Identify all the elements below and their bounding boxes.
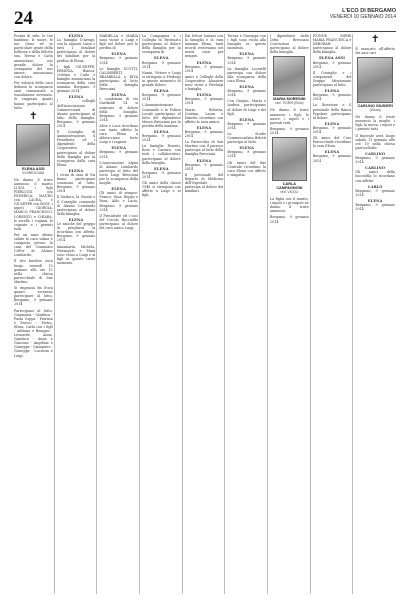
portrait-block: [355, 57, 395, 112]
notice-text: Bergamo, 9 gennaio 2014: [355, 156, 395, 165]
portrait-photo: [16, 124, 50, 166]
obituary-column: [57, 34, 98, 594]
notice-text: È mancato all'affetto dei suoi cari: [355, 47, 395, 56]
notice-text: Lo Studio Commercialista Belotti partecipa al lutto.: [227, 131, 267, 145]
notice-text: Ne danno il triste annuncio la moglie, i figli, la nuora, i nipoti e i parenti tutti.: [355, 115, 395, 132]
deceased-name: ELENA: [111, 52, 126, 57]
obituary-column: [142, 34, 183, 594]
notice-text: MARIELLA e MARIA sono vicine a Luigi e figli nel dolore per la perdita di: [99, 34, 139, 51]
obituary-notice: [57, 245, 96, 265]
deceased-name: ELENA ASSI: [319, 56, 345, 61]
obituary-notice: [142, 167, 181, 179]
deceased-name: ELENA: [196, 93, 212, 98]
obituary-notice: [185, 75, 224, 91]
notice-text: Ne danno il triste annuncio i figli, le nuore, i nipoti e i parenti tutti.: [270, 108, 309, 125]
portrait-name: ELENA ASSI: [22, 166, 45, 171]
notice-text: La Compagnia e i Colleghi di Patronato partecipano al dolore della famiglia per la scomparsa di: [142, 34, 181, 55]
obituary-notice: [57, 65, 96, 94]
obituary-notice: [227, 67, 266, 83]
notice-text: Teresa e Giuseppe con i figli sono vicini alla famiglia in questo momento.: [227, 34, 267, 51]
notice-text: Bergamo, 9 gennaio 2014: [99, 150, 139, 159]
obituary-notice: [185, 159, 224, 171]
portrait-subtitle: IN BRESCIANI: [22, 170, 45, 175]
obituary-notice: [227, 118, 266, 130]
notice-text: Alice e Luca ricordano con tanto affetto la cara Elena e abbracciano forte Luigi e i ragazzi.: [99, 123, 139, 145]
deceased-name: CARLINO: [365, 166, 386, 171]
obituary-notice: [227, 52, 266, 64]
obituary-notice: [313, 103, 352, 119]
obituary-notice: [185, 126, 224, 138]
deceased-name: ELENA: [196, 125, 212, 130]
portrait-block: [270, 137, 309, 194]
obituary-notice: [99, 161, 138, 186]
obituary-notice: [99, 187, 138, 212]
notice-text: La famiglia Locatelli partecipa con dolore alla scomparsa della cara Elena.: [227, 66, 267, 83]
obituary-notice: [14, 259, 53, 284]
obituary-notice: [185, 93, 224, 105]
deceased-name: ELENA: [324, 150, 340, 155]
deceased-name: ELENA: [239, 52, 254, 57]
obituary-notice: [99, 146, 138, 158]
deceased-name: ELENA: [111, 187, 126, 192]
deceased-name: ELENA: [68, 168, 84, 173]
notice-text: Le famiglie SCOTTI, GALIMBERTI, BRAMBILLA e RIVA partecipano al lutto della famiglia Bresciani.: [99, 66, 139, 92]
obituary-notice: [142, 89, 181, 101]
paper-name: L'ECO DI BERGAMO: [342, 8, 396, 14]
obituary-column: [313, 34, 354, 594]
notice-text: Il personale del Reparto di Medicina dell'Ospedale partecipa al dolore dei familiari.: [184, 172, 224, 194]
portrait-name: MARIA MORESINI: [273, 97, 306, 102]
obituary-notice: [355, 199, 395, 211]
obituary-notice: [99, 34, 138, 50]
obituary-notice: [142, 34, 181, 54]
notice-text: I vicini di casa di Via Roma partecipano commossi al lutto. Bergamo, 9 gennaio 2014: [56, 173, 96, 194]
notice-text: Bergamo, 9 gennaio 2014: [184, 97, 224, 106]
obituary-notice: [313, 136, 352, 148]
obituary-notice: [57, 34, 96, 63]
obituary-notice: [227, 132, 266, 144]
notice-text: Bergamo, 9 gennaio 2014: [312, 93, 352, 102]
notice-text: La Parrocchia di San Martino con il parroco partecipa al lutto della famiglia Bresciani.: [184, 140, 224, 157]
obituary-notice: [99, 67, 138, 92]
obituary-notice: [142, 103, 181, 128]
obituary-column: [185, 34, 226, 594]
notice-text: Bergamo, 9 gennaio 2014: [312, 125, 352, 134]
obituary-column: [270, 34, 311, 594]
obituary-notice: [313, 122, 352, 134]
deceased-name: ELENA: [239, 117, 254, 122]
obituary-notice: [185, 173, 224, 193]
obituary-notice: [355, 47, 395, 55]
obituary-notice: [227, 146, 266, 158]
deceased-name: ELENA: [68, 34, 84, 38]
deceased-name: ELENA: [111, 146, 126, 151]
deceased-name: ELENA: [196, 158, 212, 163]
portrait-photo: [273, 56, 305, 96]
obituary-notice: [313, 56, 352, 68]
notice-text: Maria, Roberta, Cristina, Laura e Daniela ricordano con affetto la cara amica.: [184, 107, 224, 124]
obituary-notice: [142, 181, 181, 197]
obituary-notice: [57, 95, 96, 128]
obituary-notice: [313, 150, 352, 162]
obituary-notice: [270, 215, 309, 223]
obituary-notice: [99, 52, 138, 64]
notice-text: Bergamo, 9 gennaio 2014: [184, 162, 224, 171]
cross-icon: ✝: [29, 110, 38, 122]
notice-text: I figli GIUSEPPE, ERMINIA, Bianca, Cristina e Carlo e famiglie annunciano la scomparsa della cara mamma. Bergamo, 9 gennaio 2014: [56, 64, 96, 94]
obituary-notice: [313, 89, 352, 101]
notice-text: Il Sindaco, la Giunta e il Consiglio comunale di Alzano Lombardo partecipano al dolore della famiglia.: [56, 195, 96, 216]
notice-text: L'Amministrazione Comunale e la Polizia Locale partecipano al lutto del dipendente Mauro Bresciani per la perdita della mamma.: [142, 103, 181, 128]
deceased-name: ELENA: [239, 85, 254, 90]
notice-text: Pronta di stile, le tue bambine, le nuore, le tue Giusi ed in particolare gente della bellezza e della felicità sua. Teresa e Carla annunciano con grande dolore la scomparsa del suo amore, annunciano con dolore.: [14, 34, 53, 79]
notice-text: Gli amici della classe 1948 si stringono con affetto a Luigi e ai figli.: [142, 181, 181, 198]
portrait-block: [270, 56, 309, 105]
portrait-photo: [357, 57, 393, 103]
notice-text: Bergamo, 9 gennaio 2014: [270, 126, 309, 135]
notice-text: Il funerale avrà luogo sabato 11 gennaio alle ore 10 nella chiesa parrocchiale.: [355, 133, 395, 150]
notice-text: Bergamo, 9 gennaio 2014: [142, 134, 181, 143]
obituary-notice: [355, 115, 395, 131]
obituary-column: [355, 34, 396, 594]
paper-date: VENERDÌ 10 GENNAIO 2014: [329, 14, 396, 20]
deceased-name: ELENA: [68, 95, 84, 100]
notice-text: Bergamo, 9 gennaio 2014: [184, 129, 224, 139]
deceased-name: ELENA: [239, 146, 254, 151]
obituary-notice: [142, 71, 181, 87]
obituary-notice: [227, 99, 266, 115]
obituary-notice: [14, 233, 53, 258]
notice-text: Ne danno il triste annuncio il marito LUIGI, i figli PIERLUIGI con FEDERICA, MAURO con LAURA, e GIUSEPPE con ROSY, i nipoti GIORGIA, MARCO, FRANCESCO, LORENZO e CHIARA, le sorelle, i cognati, le cognate e i parenti tutti.: [14, 177, 53, 231]
notice-text: La Direzione e il personale della Banca Popolare partecipano al dolore.: [312, 103, 352, 120]
masthead: [330, 8, 396, 20]
notice-text: Bergamo, 9 gennaio 2014: [142, 93, 181, 102]
portrait-name: CARLINO GIUDIERI: [357, 104, 393, 109]
obituary-notice: [14, 286, 53, 306]
deceased-name: ELENA: [324, 121, 340, 126]
notice-text: Bergamo, 9 gennaio 2014: [270, 215, 309, 224]
obituary-notice: [355, 134, 395, 150]
obituary-notice: [227, 85, 266, 97]
obituary-notice: [227, 34, 266, 50]
obituary-notice: [142, 130, 181, 142]
portrait-subtitle: (Giuan): [369, 108, 381, 113]
notice-text: Il Presidente ed i soci del Circolo Bocciofilo partecipano al dolore del caro amico Luigi.: [99, 213, 139, 231]
notice-text: Le famiglie Pesenti, Rota e Carrara, con tutti i collaboratori, partecipano al dolore della famiglia.: [142, 144, 181, 165]
obituary-column: [227, 34, 268, 594]
notice-text: Gli amici della bocciofila lo ricordano con affetto.: [355, 170, 395, 183]
obituary-notice: [185, 108, 224, 124]
obituary-notice: [270, 108, 309, 124]
notice-text: Per un sano ultimo saluto la cara salma è composta presso la casa del Commiato CitFor di Alzano Lombardo.: [14, 232, 53, 258]
notice-text: IVONNE MIRRI MARIA FRANCESCA e DEBORAH partecipano al dolore della famiglia.: [312, 34, 352, 55]
portrait-block: [14, 124, 53, 175]
obituary-notice: [14, 34, 53, 79]
notice-text: Il rito funebre avrà luogo venerdì 10 gennaio alle ore 15 nella chiesa parrocchiale di San Martino.: [14, 259, 53, 284]
deceased-name: ELENA: [154, 89, 169, 94]
deceased-name: ELENA: [154, 56, 169, 61]
notice-text: La figlia con il marito, i nipoti e i pronipoti ne danno il triste annuncio.: [270, 197, 309, 214]
page-header: [14, 8, 396, 30]
obituary-notice: [355, 166, 395, 182]
notice-text: Bergamo, 9 gennaio 2014: [142, 60, 181, 69]
notice-text: Si ringrazia fin d'ora quanti vorranno partecipare al lutto. Bergamo, 9 gennaio 2014: [14, 286, 53, 307]
notice-text: Amici e Colleghi della Cooperativa Alzanese sono vicini a Pierluigi e famiglia.: [184, 74, 224, 92]
notice-text: Partecipano al lutto: Gianmaria - Gianluca - Paola Coppa - Patrizia e Enrico - Pietro, Elena, Carla con i figli - Adriana e Benigno - Leonardo, Anna, Gianluca - Anna e Giacomo - Angelina e Giuseppe - Giampiero - Giuseppe - Lucrezia e Luigi.: [14, 308, 53, 358]
notice-text: L'Associazione Alpini di Alzano Lombardo partecipa al lutto del socio Luigi Bresciani per la scomparsa della moglie.: [99, 160, 139, 186]
notice-text: Gli amici del Coro Parrocchiale ricordano la cara Elena.: [312, 136, 352, 149]
notice-text: Bergamo, 9 gennaio 2014: [142, 170, 181, 179]
notice-text: Bergamo, 9 gennaio 2014: [227, 150, 267, 159]
notice-text: Gli amici di sempre: Franco, Gina, Beppe e Rosa, Aldo e Lucia. Bergamo, 9 gennaio 2014: [99, 191, 139, 212]
deceased-name: ELENA: [324, 89, 340, 94]
deceased-name: ELENA: [68, 217, 84, 222]
notice-text: La famiglia D'Arrigo, con la signora Luisa e tutti i familiari partecipano al dolore dei familiari per la perdita di Elena.: [56, 38, 96, 63]
obituary-notice: [99, 93, 138, 122]
obituary-notice: [227, 161, 266, 177]
notice-text: Gli amici del Bar Centrale ricordano la cara Elena con affetto e simpatia.: [227, 160, 267, 177]
obituary-notice: [14, 178, 53, 231]
obituary-notice: [185, 140, 224, 156]
obituary-notice: [185, 61, 224, 73]
deceased-name: CARLO: [367, 184, 383, 189]
obituary-notice: [57, 169, 96, 194]
portrait-subtitle: ved. TIGRIS (Elvio): [275, 101, 304, 106]
notice-text: Bergamo, 9 gennaio 2014: [312, 154, 352, 163]
obituary-column: [99, 34, 140, 594]
obituary-notice: [99, 124, 138, 144]
obituary-notice: [57, 195, 96, 215]
notice-text: Annamaria, Michela, Pierangelo e Mara sono vicini a Luigi e ai figli in questo triste momento.: [56, 244, 96, 265]
notice-text: Il Consiglio e i componenti del Gruppo Missionario partecipano al lutto.: [312, 70, 352, 88]
notice-text: Bergamo, 9 gennaio 2014: [184, 64, 224, 73]
obituary-notice: [142, 144, 181, 164]
deceased-name: ELENA: [154, 129, 169, 134]
obituary-column: [14, 34, 55, 594]
notice-text: Bergamo, 9 gennaio 2014: [227, 56, 267, 65]
notice-text: I colleghi dell'Associazione Commercianti di Alzano partecipano al lutto della famiglia. Bergamo, 9 gennaio 2014: [56, 99, 96, 128]
obituary-notice: [14, 309, 53, 358]
obituary-notice: [99, 214, 138, 230]
obituary-notice: [270, 127, 309, 135]
cross-icon: ✝: [370, 34, 380, 45]
obituary-notice: [313, 71, 352, 87]
portrait-subtitle: ved. VIGOLI: [280, 190, 299, 195]
portrait-photo: [272, 137, 307, 181]
notice-text: I condomini di via Garibaldi 14 si uniscono al dolore della famiglia. Bergamo, 9 gennaio 2014: [99, 97, 139, 122]
notice-text: Nanni, Vittore e Luigi si stringono a Pierluigi in questo momento di grande dolore.: [142, 70, 181, 88]
deceased-name: ELENA: [154, 166, 169, 171]
deceased-name: CARLINO: [365, 151, 386, 156]
deceased-name: ELENA: [196, 60, 212, 65]
obituary-notice: [14, 81, 53, 110]
notice-text: Il Consiglio di Amministrazione, il Presidente ed i dipendenti della Cooperativa partecipano al dolore della famiglia per la scomparsa della cara Elena.: [56, 130, 96, 167]
notice-text: Con Giorgio, Marta e Andrea partecipiamo al dolore di Luigi e dei figli.: [227, 99, 267, 116]
obituary-notice: [270, 197, 309, 213]
portrait-name: CARLA CAMPAGNONI: [276, 182, 303, 191]
deceased-name: ELENA: [111, 93, 126, 98]
notice-text: Per volontà della cara defunta la scomparsa sarà comunicata a tumulazione avvenuta. Si ringrazia quanti hanno partecipato al lutto.: [14, 81, 53, 110]
notice-text: I dipendenti della Ditta Bresciani Costruzioni partecipano al dolore della famiglia.: [270, 34, 309, 55]
notice-text: Bergamo, 9 gennaio 2014: [355, 202, 395, 212]
header-rule: [14, 31, 396, 32]
notice-text: Bergamo, 9 gennaio 2014: [227, 89, 267, 98]
notice-text: Dai lettori lontani con la famiglia e la cara mamma Elena, tanti ricordi resteranno nei nostri cuori per sempre.: [184, 34, 224, 59]
notice-text: Bergamo, 9 gennaio 2014: [355, 188, 395, 197]
obituary-columns: [14, 34, 396, 594]
obituary-notice: [270, 34, 309, 54]
notice-text: Bergamo, 9 gennaio 2014: [227, 121, 267, 130]
notice-text: Bergamo, 9 gennaio 2014: [99, 56, 139, 65]
obituary-notice: [57, 218, 96, 243]
notice-text: Le amiche del gruppo di preghiera la ricordano con affetto. Bergamo, 9 gennaio 2014: [56, 222, 96, 243]
obituary-notice: [57, 130, 96, 167]
obituary-notice: [142, 56, 181, 68]
obituary-notice: [185, 34, 224, 59]
obituary-notice: [313, 34, 352, 54]
page-number: 24: [14, 8, 33, 29]
obituary-notice: [355, 152, 395, 164]
notice-text: Bergamo, 9 gennaio 2014: [312, 60, 352, 69]
deceased-name: ELENA: [367, 198, 383, 203]
obituary-notice: [355, 185, 395, 197]
